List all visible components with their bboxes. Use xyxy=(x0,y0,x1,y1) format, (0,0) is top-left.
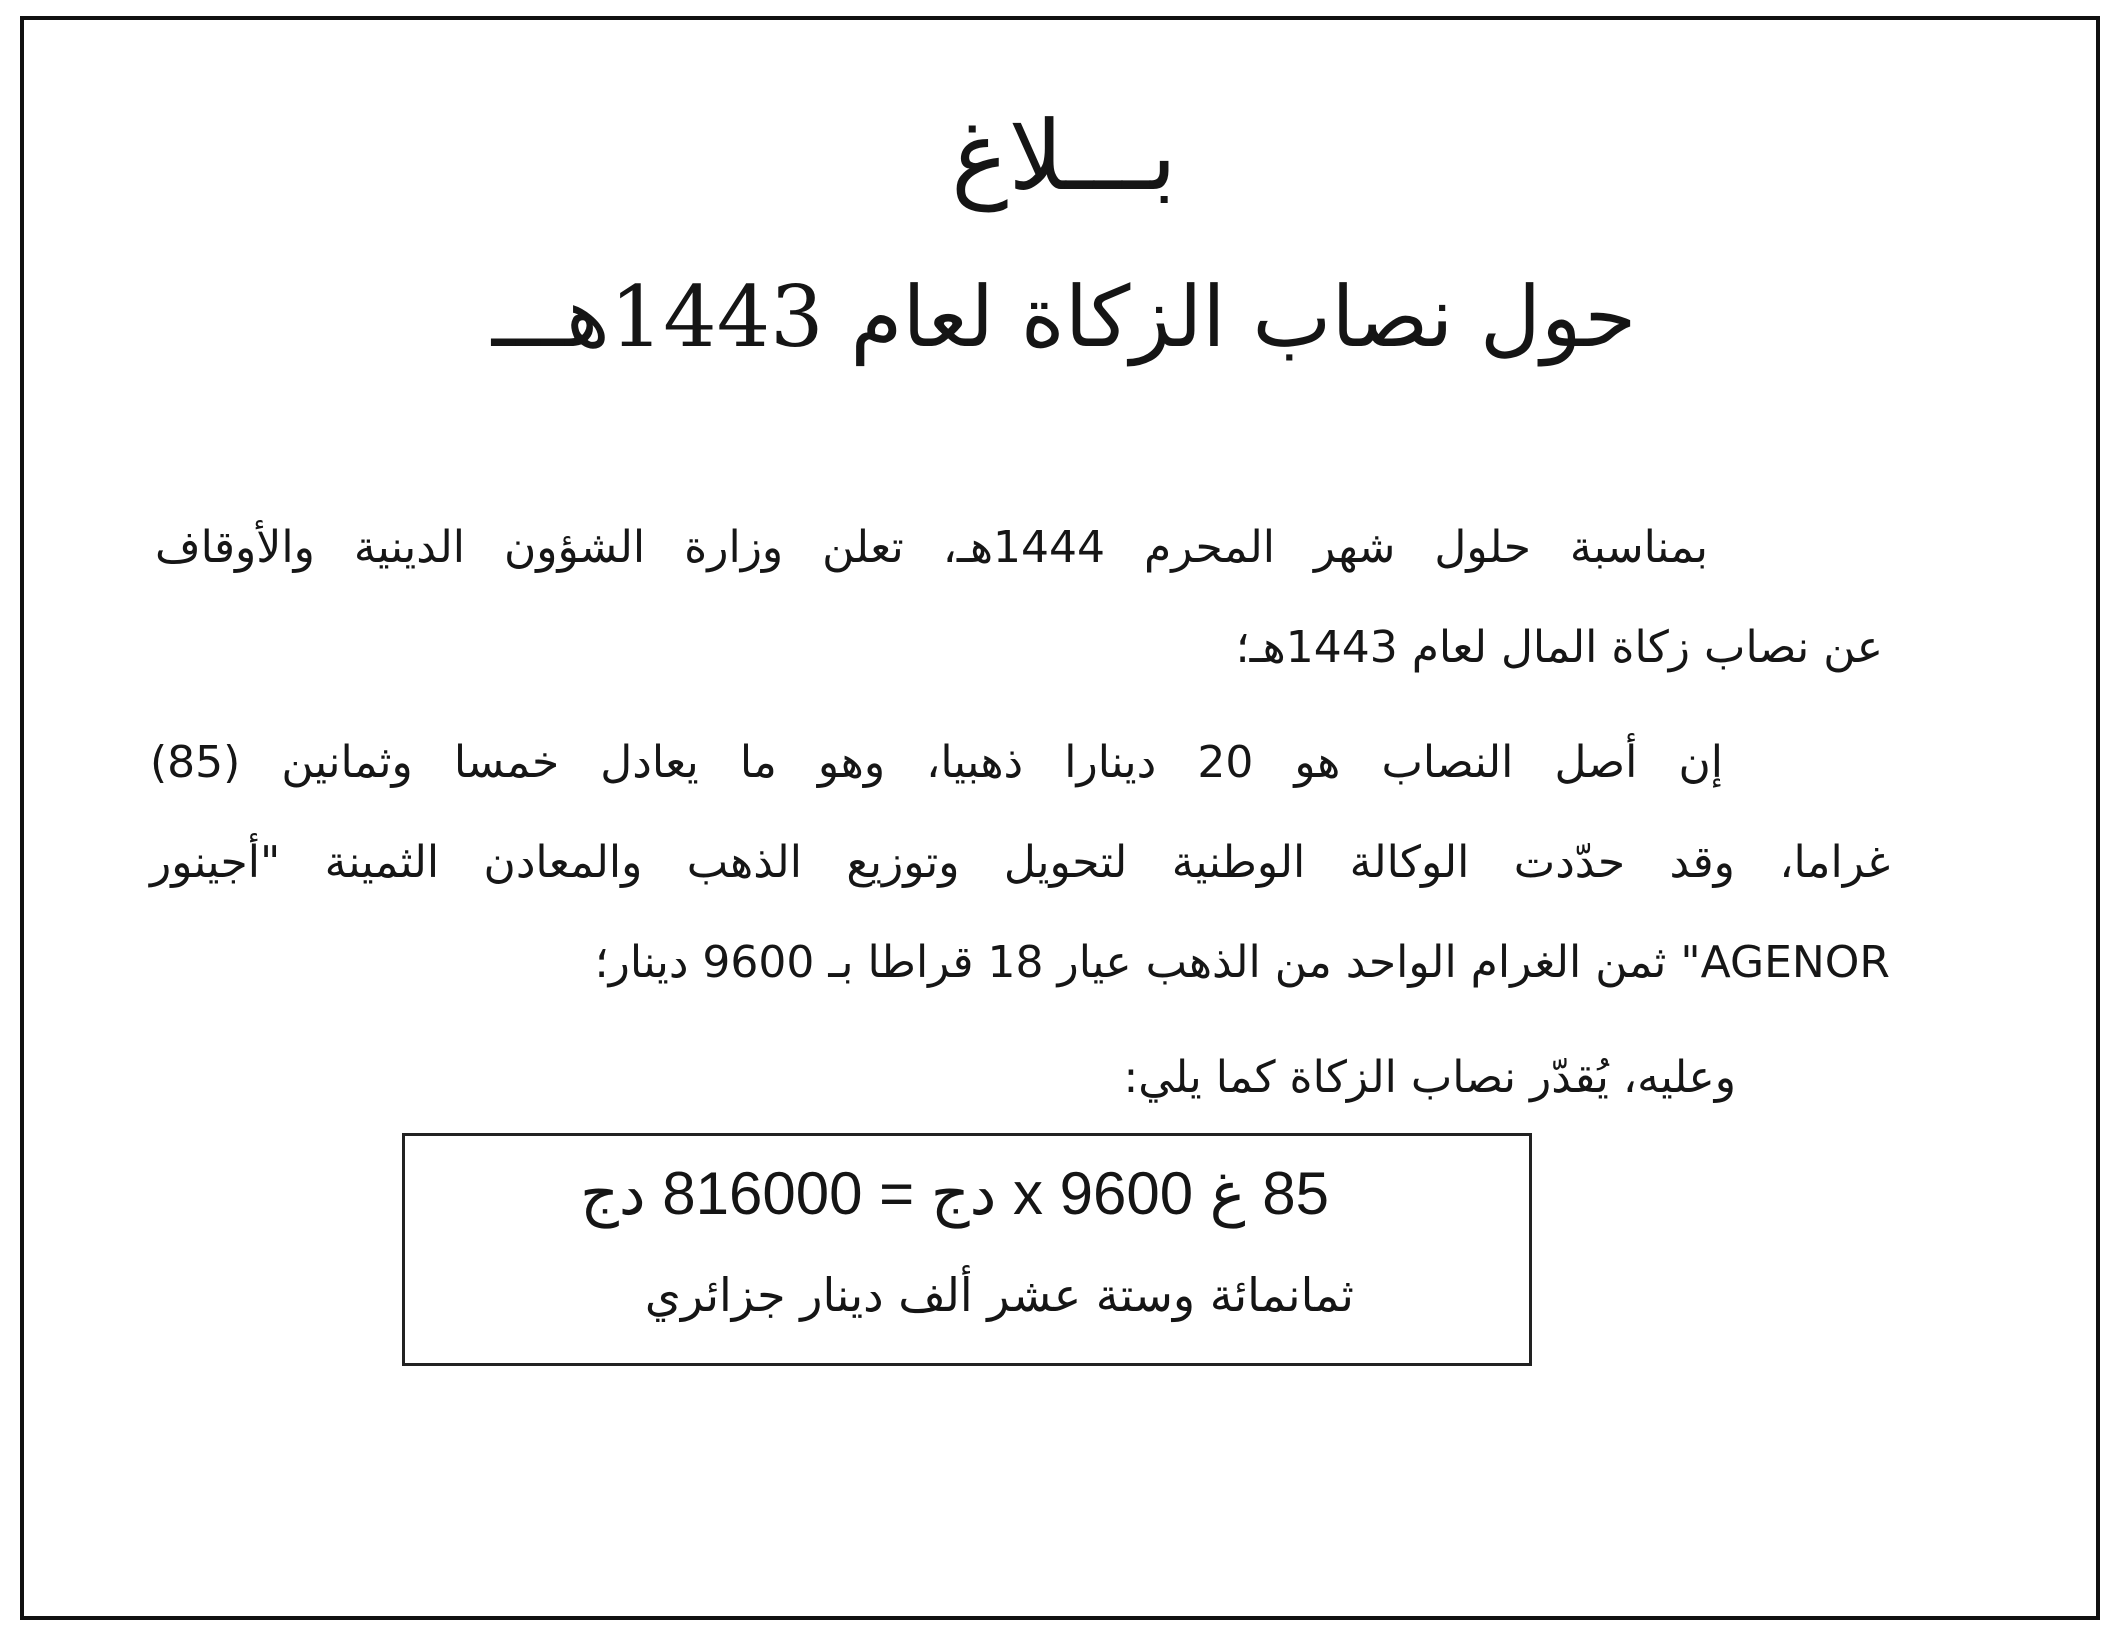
paragraph-line-4: غراما، وقد حدّدت الوكالة الوطنية لتحويل وتوزيع الذهب والمعادن الثمينة "أجينور xyxy=(150,837,1890,888)
paragraph-line-5: AGENOR" ثمن الغرام الواحد من الذهب عيار 18 قراطا بـ 9600 دينار؛ xyxy=(594,937,1890,988)
paragraph-line-6: وعليه، يُقدّر نصاب الزكاة كما يلي: xyxy=(1123,1052,1736,1103)
page-border xyxy=(20,16,2100,1620)
paragraph-line-2: عن نصاب زكاة المال لعام 1443هـ؛ xyxy=(1235,622,1883,673)
nisab-equation: 85 غ x 9600 دج = 816000 دج xyxy=(580,1160,1329,1227)
document-title: بـــلاغ xyxy=(951,100,1177,212)
nisab-amount-in-words: ثمانمائة وستة عشر ألف دينار جزائري xyxy=(644,1268,1354,1322)
document-subtitle: حول نصاب الزكاة لعام 1443هـــ xyxy=(491,268,1637,366)
nisab-result-box xyxy=(402,1133,1532,1366)
paragraph-line-1: بمناسبة حلول شهر المحرم 1444هـ، تعلن وزارة الشؤون الدينية والأوقاف xyxy=(155,522,1708,573)
paragraph-line-3: إن أصل النصاب هو 20 دينارا ذهبيا، وهو ما يعادل خمسا وثمانين (85) xyxy=(150,737,1723,788)
